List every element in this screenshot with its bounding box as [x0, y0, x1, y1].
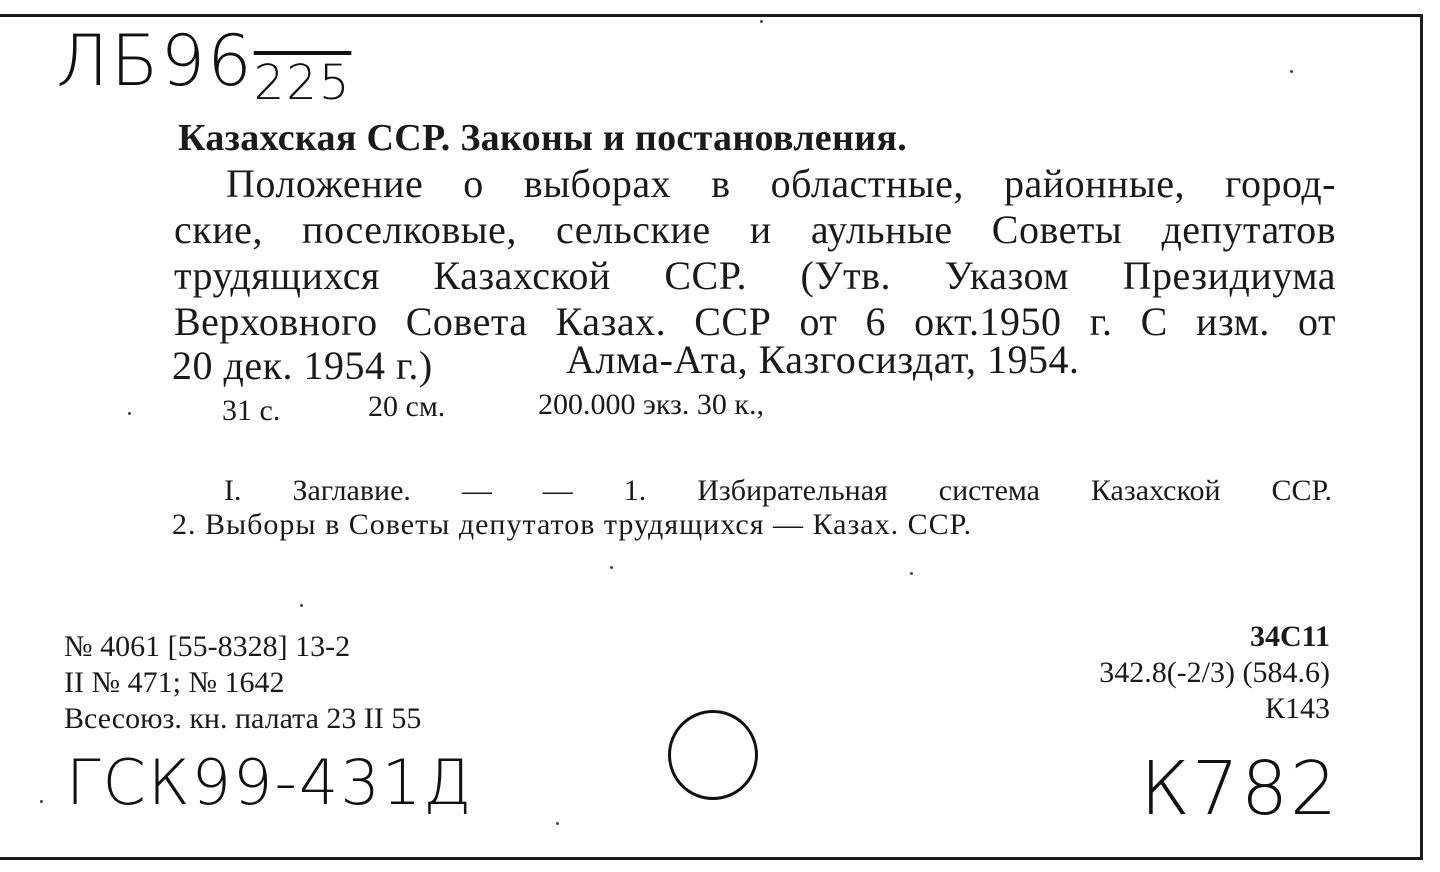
title-line-2: ские, поселковые, сельские и аульные Советы депутатов	[174, 207, 1336, 252]
classification-line-1: 34С11	[1249, 620, 1330, 653]
speck	[1290, 70, 1293, 73]
classification-line-2: 342.8(-2/3) (584.6)	[1099, 656, 1330, 689]
speck	[610, 566, 613, 569]
handwritten-shelfmark	[56, 20, 351, 111]
subject-line-1: I. Заглавие. — — 1. Избирательная система Казахской ССР.	[224, 474, 1332, 507]
card-heading: Казахская ССР. Законы и постановления.	[178, 117, 908, 159]
title-line-3: трудящихся Казахской ССР. (Утв. Указом Президиума	[174, 253, 1336, 298]
speck	[910, 572, 913, 575]
collation-print-run: 200.000 экз. 30 к.,	[538, 388, 764, 421]
classification-line-3: К143	[1264, 692, 1330, 725]
registration-line-2: II № 471; № 1642	[64, 666, 285, 699]
registration-line-3: Всесоюз. кн. палата 23 II 55	[64, 702, 422, 735]
punch-hole	[668, 710, 758, 800]
title-line-4: Верховного Совета Казах. ССР от 6 окт.1950 г. С изм. от	[174, 299, 1336, 344]
speck	[760, 20, 763, 23]
collation-pages: 31 с.	[222, 394, 281, 427]
speck	[40, 800, 43, 803]
speck	[300, 604, 303, 607]
handwritten-bottom-right-code: К782	[1140, 746, 1340, 832]
title-line-1: Положение о выборах в областные, районные, город-	[226, 161, 1336, 206]
speck	[556, 822, 559, 825]
collation-size: 20 см.	[368, 390, 446, 423]
registration-line-1: № 4061 [55-8328] 13-2	[64, 630, 351, 663]
shelfmark-code: ЛБ96	[56, 20, 254, 102]
speck	[128, 412, 131, 415]
imprint-publisher: Алма-Ата, Казгосиздат, 1954.	[566, 337, 1080, 382]
shelfmark-superscript: 225	[253, 55, 352, 111]
subject-line-2: 2. Выборы в Советы депутатов трудящихся — Казах. ССР.	[172, 508, 973, 541]
imprint-date: 20 дек. 1954 г.)	[172, 343, 433, 388]
handwritten-bottom-left-code: ГСК99-431Д	[66, 746, 474, 819]
